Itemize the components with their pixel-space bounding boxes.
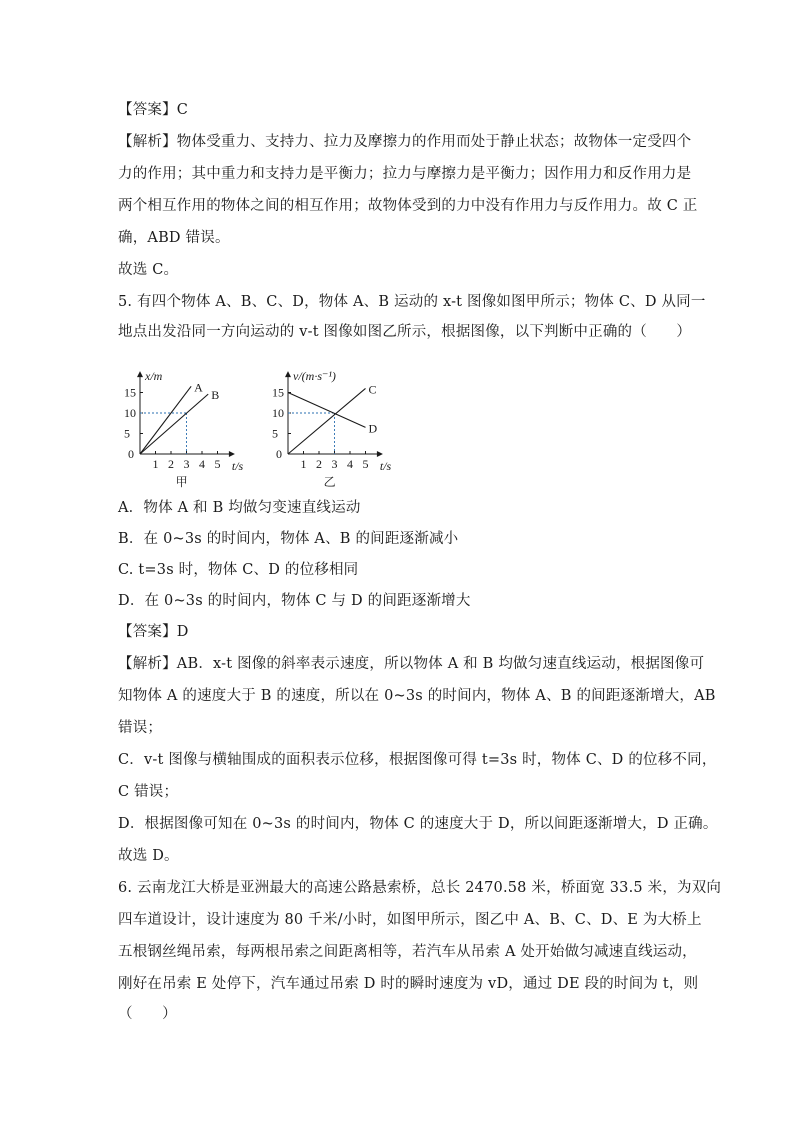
graph-jia-series-label-a: A — [194, 380, 203, 395]
explanation-4-line-2: 力的作用；其中重力和支持力是平衡力；拉力与摩擦力是平衡力；因作用力和反作用力是 — [118, 166, 692, 182]
conclusion-4: 故选 C。 — [118, 262, 179, 278]
graph-yi-x-tick-label: 5 — [362, 457, 369, 471]
graph-jia-origin-label: 0 — [128, 447, 134, 461]
graph-jia-x-label: t/s — [231, 459, 244, 473]
graph-jia-y-tick-label: 10 — [124, 406, 136, 420]
question-5-line-2: 地点出发沿同一方向运动的 v-t 图像如图乙所示，根据图像，以下判断中正确的（ ） — [118, 324, 692, 340]
graph-yi-series-label-c: C — [368, 382, 377, 397]
explanation-4-line-1: 【解析】物体受重力、支持力、拉力及摩擦力的作用而处于静止状态；故物体一定受四个 — [118, 134, 692, 150]
option-a: A．物体 A 和 B 均做匀变速直线运动 — [118, 500, 361, 516]
graph-yi-x-tick-label: 3 — [331, 457, 338, 471]
question-6-line-5: （ ） — [118, 1006, 177, 1022]
explanation-5-line-6: D．根据图像可知在 0~3s 的时间内，物体 C 的速度大于 D，所以间距逐渐增大，D 正确。 — [118, 816, 718, 832]
explanation-4-line-3: 两个相互作用的物体之间的相互作用；故物体受到的力中没有作用力与反作用力。故 C 正 — [118, 198, 698, 214]
option-c: C. t=3s 时，物体 C、D 的位移相同 — [118, 562, 359, 578]
graph-jia-y-tick-label: 5 — [124, 426, 130, 441]
graph-yi-x-label: t/s — [379, 459, 392, 473]
graph-jia-x-tick-label: 4 — [199, 457, 205, 471]
graph-jia-y-label: x/m — [145, 369, 163, 384]
explanation-5-line-4: C．v-t 图像与横轴围成的面积表示位移，根据图像可得 t=3s 时，物体 C、D 的位移不同， — [118, 752, 717, 768]
graph-jia-y-tick-label: 15 — [124, 385, 136, 400]
question-5-figure — [124, 350, 418, 490]
graph-jia-x-tick-label: 2 — [168, 457, 174, 471]
graph-jia-x-tick-label: 3 — [183, 457, 190, 471]
question-5-line-1: 5. 有四个物体 A、B、C、D，物体 A、B 运动的 x-t 图像如图甲所示；物体 C、D 从同一 — [118, 294, 706, 310]
graph-jia-caption: 甲 — [175, 475, 188, 489]
explanation-5-line-5: C 错误； — [118, 784, 179, 800]
answer-5: 【答案】D — [118, 624, 189, 640]
explanation-5-line-1: 【解析】AB．x-t 图像的斜率表示速度，所以物体 A 和 B 均做匀速直线运动，根据图像可 — [118, 656, 705, 672]
graph-yi-origin-label: 0 — [276, 447, 282, 461]
question-6-line-1: 6. 云南龙江大桥是亚洲最大的高速公路悬索桥，总长 2470.58 米，桥面宽 33.5 米，为双向 — [118, 880, 722, 896]
graph-jia-series-line-b — [140, 394, 208, 454]
graph-yi-x-tick-label: 2 — [316, 457, 322, 471]
graph-yi-x-arrow — [377, 451, 383, 457]
graph-jia-y-arrow — [137, 371, 143, 377]
graph-yi-y-tick-label: 5 — [272, 426, 278, 441]
graph-yi-x-tick-label: 1 — [300, 457, 307, 471]
answer-4: 【答案】C — [118, 102, 189, 118]
option-d: D．在 0~3s 的时间内，物体 C 与 D 的间距逐渐增大 — [118, 593, 471, 609]
graph-jia-x-tick-label: 5 — [214, 457, 221, 471]
figure-svg — [124, 350, 418, 490]
graph-yi-x-tick-label: 4 — [347, 457, 353, 471]
question-6-line-4: 刚好在吊索 E 处停下，汽车通过吊索 D 时的瞬时速度为 vD，通过 DE 段的时间为 t，则 — [118, 976, 699, 992]
explanation-5-line-3: 错误； — [118, 720, 163, 736]
question-6-line-2: 四车道设计，设计速度为 80 千米/小时，如图甲所示，图乙中 A、B、C、D、E 为大桥上 — [118, 912, 702, 928]
option-b: B．在 0~3s 的时间内，物体 A、B 的间距逐渐减小 — [118, 531, 459, 547]
graph-yi-y-label: v/(m·s⁻¹) — [293, 369, 336, 384]
explanation-4-line-4: 确，ABD 错误。 — [118, 230, 230, 246]
graph-yi-y-tick-label: 10 — [272, 406, 284, 420]
graph-jia-series-label-b: B — [211, 388, 220, 403]
graph-yi-y-tick-label: 15 — [272, 385, 284, 400]
graph-yi-caption: 乙 — [323, 475, 336, 489]
graph-yi-series-label-d: D — [368, 421, 378, 436]
graph-jia-x-arrow — [229, 451, 235, 457]
graph-jia-series-line-a — [140, 386, 191, 454]
question-6-line-3: 五根钢丝绳吊索，每两根吊索之间距离相等，若汽车从吊索 A 处开始做匀减速直线运动， — [118, 944, 697, 960]
explanation-5-line-2: 知物体 A 的速度大于 B 的速度，所以在 0~3s 的时间内，物体 A、B 的间距逐渐增大，AB — [118, 688, 716, 704]
conclusion-5: 故选 D。 — [118, 848, 179, 864]
graph-jia-x-tick-label: 1 — [152, 457, 159, 471]
graph-yi-y-arrow — [285, 371, 291, 377]
